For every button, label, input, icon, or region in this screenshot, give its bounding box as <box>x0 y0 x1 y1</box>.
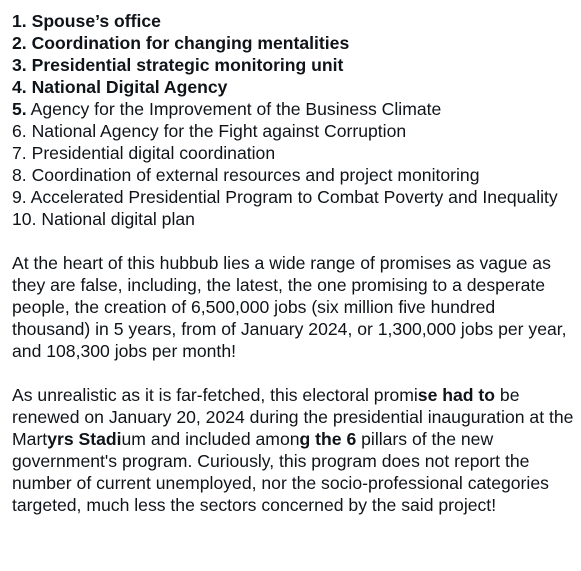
list-item <box>12 10 578 32</box>
list-item <box>12 76 578 98</box>
list-item-text: Presidential digital coordination <box>31 143 276 163</box>
post-text <box>12 10 578 516</box>
list-item-number: 3. <box>12 55 27 75</box>
paragraph-bold-segment: yrs Stadi <box>47 429 122 449</box>
list-item-text: Agency for the Improvement of the Business Climate <box>30 99 442 119</box>
list-item <box>12 208 578 230</box>
list-item <box>12 120 578 142</box>
list-item-text: Presidential strategic monitoring unit <box>31 55 344 75</box>
paragraph-bold-segment: g the 6 <box>299 429 357 449</box>
paragraph-segment: um and included amon <box>121 429 300 449</box>
list-item-text: Coordination of external resources and project monitoring <box>31 165 480 185</box>
paragraph-bold-segment: se had to <box>417 385 496 405</box>
list-item-number: 4. <box>12 77 27 97</box>
paragraph-segment: pillars of the new government's program. Curiously, this program does not report the number of current unemployed, nor the socio-professional categories targeted, much less the sectors concerned by the said project! <box>12 429 549 515</box>
list-item-text: Coordination for changing mentalities <box>31 33 350 53</box>
list-item <box>12 142 578 164</box>
agency-list <box>12 10 578 230</box>
list-item-text: Accelerated Presidential Program to Combat Poverty and Inequality <box>30 187 558 207</box>
list-item-number: 9. <box>12 187 27 207</box>
list-item-number: 6. <box>12 121 27 141</box>
list-item <box>12 164 578 186</box>
list-item-text: National Agency for the Fight against Corruption <box>31 121 407 141</box>
list-item-number: 1. <box>12 11 27 31</box>
paragraph-electoral-promise <box>12 384 578 516</box>
list-item-text: Spouse’s office <box>31 11 161 31</box>
list-item-number: 7. <box>12 143 27 163</box>
paragraph-jobs-promise: At the heart of this hubbub lies a wide range of promises as vague as they are false, including, the latest, the one promising to a desperate people, the creation of 6,500,000 jobs (six million five hundred thousand) in 5 years, from of January 2024, or 1,300,000 jobs per year, and 108,300 jobs per month! <box>12 253 567 361</box>
list-item <box>12 54 578 76</box>
list-item <box>12 32 578 54</box>
list-item-text: National Digital Agency <box>31 77 228 97</box>
paragraph-segment: be renewed on January 20, 2024 during the presidential inauguration at the Mart <box>12 385 574 449</box>
list-item-number: 8. <box>12 165 27 185</box>
list-item <box>12 98 578 120</box>
list-item-number: 5. <box>12 99 27 119</box>
list-item-number: 10. <box>12 209 37 229</box>
list-item-text: National digital plan <box>41 209 195 229</box>
list-item <box>12 186 578 208</box>
list-item-number: 2. <box>12 33 27 53</box>
paragraph-segment: As unrealistic as it is far-fetched, this electoral promi <box>12 385 418 405</box>
